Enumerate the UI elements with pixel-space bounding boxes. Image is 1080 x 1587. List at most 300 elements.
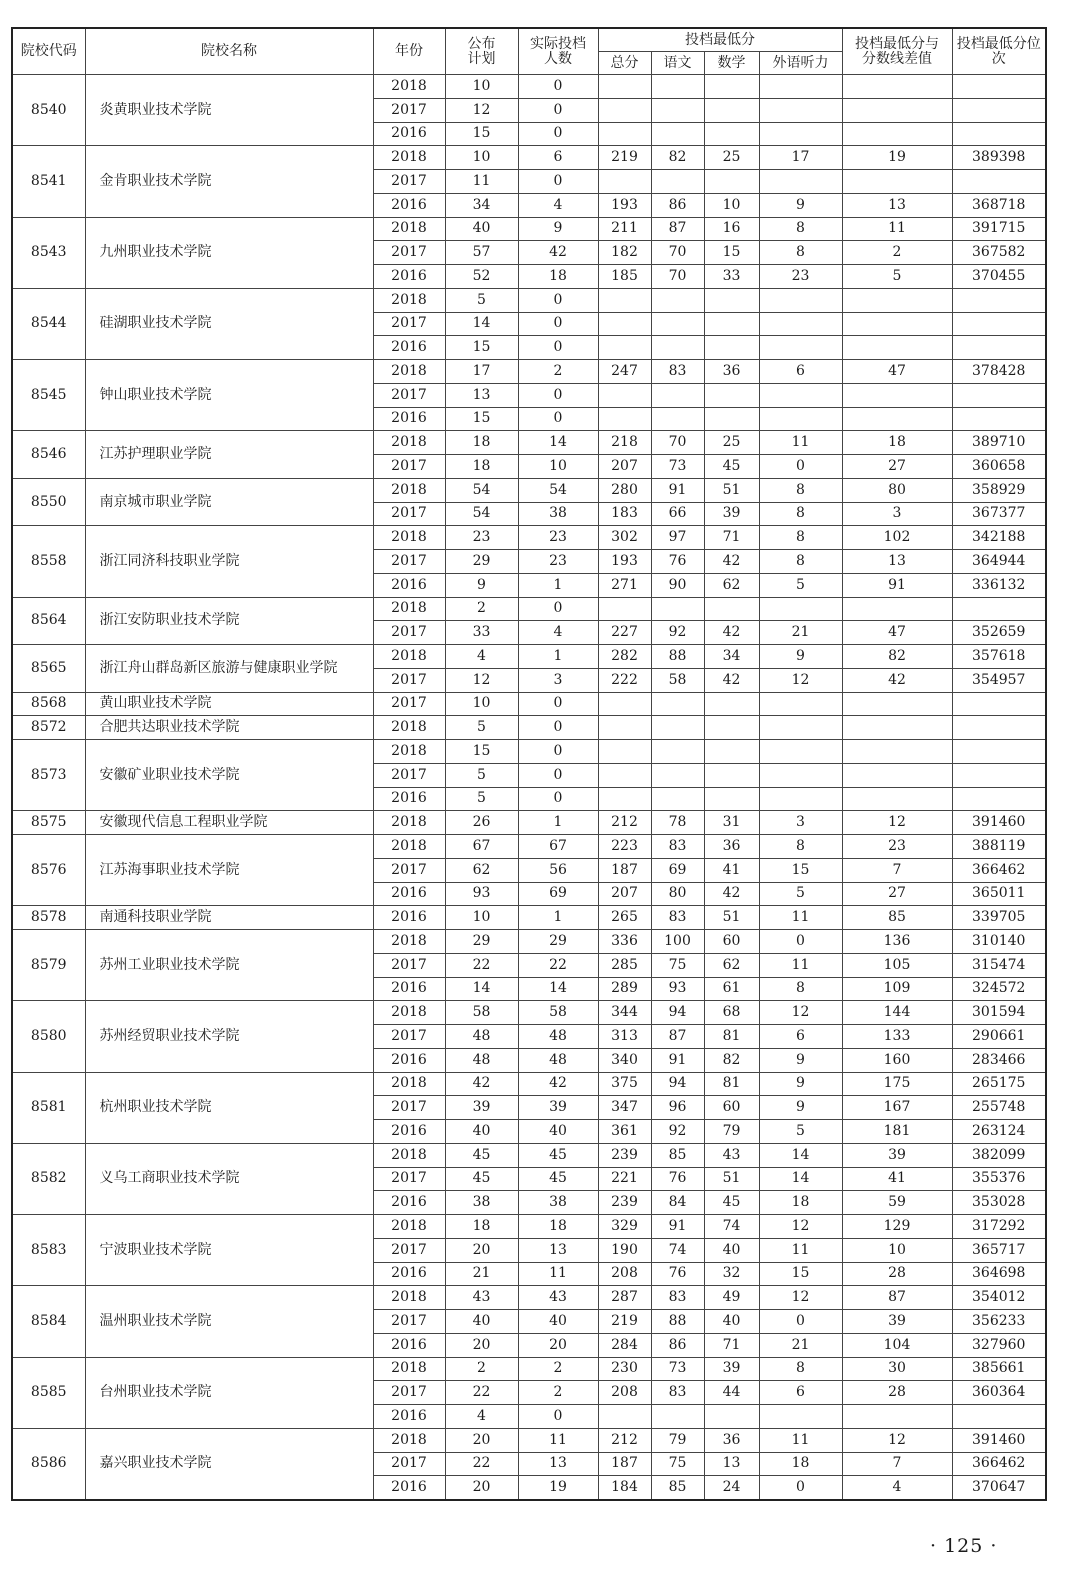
cell-math [704, 383, 759, 407]
cell-year: 2018 [373, 1072, 445, 1096]
header-diff: 投档最低分与分数线差值 [842, 28, 952, 75]
cell-total: 219 [598, 146, 651, 170]
school-name: 苏州经贸职业技术学院 [85, 1001, 373, 1072]
cell-diff [842, 692, 952, 716]
cell-chinese: 83 [651, 906, 704, 930]
cell-math [704, 122, 759, 146]
cell-diff: 30 [842, 1357, 952, 1381]
school-name: 合肥共达职业技术学院 [85, 716, 373, 740]
cell-year: 2018 [373, 288, 445, 312]
cell-chinese: 73 [651, 1357, 704, 1381]
cell-rank: 339705 [952, 906, 1046, 930]
cell-math: 68 [704, 1001, 759, 1025]
cell-diff: 13 [842, 550, 952, 574]
cell-year: 2016 [373, 1333, 445, 1357]
cell-diff: 82 [842, 645, 952, 669]
cell-listening: 21 [759, 1333, 842, 1357]
cell-total [598, 740, 651, 764]
table-row [12, 1143, 1046, 1167]
table-row [12, 835, 1046, 859]
cell-chinese: 76 [651, 1167, 704, 1191]
cell-total: 344 [598, 1001, 651, 1025]
cell-listening: 17 [759, 146, 842, 170]
cell-math: 42 [704, 668, 759, 692]
cell-listening: 5 [759, 1120, 842, 1144]
cell-actual: 58 [518, 1001, 598, 1025]
cell-plan: 45 [445, 1143, 518, 1167]
cell-plan: 20 [445, 1238, 518, 1262]
cell-diff: 27 [842, 882, 952, 906]
cell-actual: 10 [518, 455, 598, 479]
cell-year: 2016 [373, 122, 445, 146]
cell-rank: 255748 [952, 1096, 1046, 1120]
cell-total: 336 [598, 930, 651, 954]
cell-diff [842, 407, 952, 431]
cell-actual: 40 [518, 1310, 598, 1334]
cell-diff: 104 [842, 1333, 952, 1357]
school-name: 南通科技职业学院 [85, 906, 373, 930]
school-name: 浙江安防职业技术学院 [85, 597, 373, 645]
cell-rank [952, 288, 1046, 312]
cell-rank: 265175 [952, 1072, 1046, 1096]
cell-chinese: 70 [651, 265, 704, 289]
cell-rank: 388119 [952, 835, 1046, 859]
cell-listening [759, 288, 842, 312]
cell-year: 2018 [373, 645, 445, 669]
cell-plan: 52 [445, 265, 518, 289]
school-name: 杭州职业技术学院 [85, 1072, 373, 1143]
cell-actual: 39 [518, 1096, 598, 1120]
table-row [12, 1072, 1046, 1096]
school-name: 台州职业技术学院 [85, 1357, 373, 1428]
cell-chinese: 91 [651, 1215, 704, 1239]
header-year: 年份 [373, 28, 445, 75]
cell-chinese: 76 [651, 1262, 704, 1286]
cell-total [598, 288, 651, 312]
cell-chinese: 100 [651, 930, 704, 954]
cell-rank [952, 75, 1046, 99]
cell-chinese [651, 763, 704, 787]
cell-rank [952, 597, 1046, 621]
cell-total [598, 383, 651, 407]
school-name: 浙江同济科技职业学院 [85, 526, 373, 597]
cell-math: 61 [704, 977, 759, 1001]
cell-actual: 0 [518, 122, 598, 146]
cell-plan: 34 [445, 193, 518, 217]
cell-actual: 54 [518, 478, 598, 502]
cell-rank: 317292 [952, 1215, 1046, 1239]
cell-chinese: 66 [651, 502, 704, 526]
cell-rank [952, 1405, 1046, 1429]
cell-math: 81 [704, 1025, 759, 1049]
cell-diff: 7 [842, 858, 952, 882]
cell-math: 36 [704, 835, 759, 859]
cell-diff: 109 [842, 977, 952, 1001]
cell-math: 51 [704, 478, 759, 502]
cell-rank: 263124 [952, 1120, 1046, 1144]
cell-actual: 1 [518, 573, 598, 597]
cell-diff: 5 [842, 265, 952, 289]
cell-year: 2018 [373, 1428, 445, 1452]
cell-listening: 9 [759, 1096, 842, 1120]
cell-listening: 3 [759, 811, 842, 835]
school-code: 8573 [12, 740, 85, 811]
cell-plan: 20 [445, 1428, 518, 1452]
cell-diff: 23 [842, 835, 952, 859]
cell-math: 25 [704, 431, 759, 455]
cell-plan: 40 [445, 1120, 518, 1144]
cell-total: 265 [598, 906, 651, 930]
cell-math: 13 [704, 1452, 759, 1476]
cell-math [704, 716, 759, 740]
cell-diff [842, 597, 952, 621]
cell-total: 285 [598, 953, 651, 977]
cell-chinese: 70 [651, 431, 704, 455]
cell-year: 2018 [373, 835, 445, 859]
cell-math [704, 740, 759, 764]
cell-plan: 57 [445, 241, 518, 265]
cell-listening [759, 336, 842, 360]
cell-rank: 370647 [952, 1476, 1046, 1500]
cell-diff: 4 [842, 1476, 952, 1500]
table-row [12, 478, 1046, 502]
cell-rank: 367377 [952, 502, 1046, 526]
table-row [12, 906, 1046, 930]
school-code: 8564 [12, 597, 85, 645]
cell-chinese: 90 [651, 573, 704, 597]
cell-year: 2018 [373, 597, 445, 621]
cell-chinese [651, 170, 704, 194]
cell-actual: 11 [518, 1262, 598, 1286]
cell-rank [952, 383, 1046, 407]
cell-math: 25 [704, 146, 759, 170]
cell-listening: 9 [759, 1072, 842, 1096]
cell-plan: 4 [445, 1405, 518, 1429]
cell-listening: 8 [759, 1357, 842, 1381]
cell-listening: 23 [759, 265, 842, 289]
cell-year: 2017 [373, 1381, 445, 1405]
cell-year: 2018 [373, 1001, 445, 1025]
cell-actual: 0 [518, 692, 598, 716]
cell-diff [842, 98, 952, 122]
cell-diff [842, 763, 952, 787]
cell-listening: 6 [759, 1025, 842, 1049]
cell-math: 39 [704, 1357, 759, 1381]
cell-total: 183 [598, 502, 651, 526]
cell-chinese: 94 [651, 1001, 704, 1025]
header-total: 总分 [598, 52, 651, 75]
cell-rank: 364698 [952, 1262, 1046, 1286]
cell-diff [842, 312, 952, 336]
cell-total [598, 312, 651, 336]
cell-chinese: 70 [651, 241, 704, 265]
cell-listening: 5 [759, 573, 842, 597]
cell-chinese: 97 [651, 526, 704, 550]
cell-chinese: 88 [651, 1310, 704, 1334]
cell-rank: 367582 [952, 241, 1046, 265]
cell-chinese: 83 [651, 1381, 704, 1405]
cell-actual: 20 [518, 1333, 598, 1357]
cell-plan: 18 [445, 431, 518, 455]
cell-total: 193 [598, 550, 651, 574]
cell-diff [842, 716, 952, 740]
cell-year: 2017 [373, 98, 445, 122]
cell-total: 207 [598, 882, 651, 906]
cell-total: 219 [598, 1310, 651, 1334]
cell-rank [952, 98, 1046, 122]
cell-diff: 80 [842, 478, 952, 502]
cell-actual: 22 [518, 953, 598, 977]
cell-math: 33 [704, 265, 759, 289]
school-code: 8572 [12, 716, 85, 740]
header-listening: 外语听力 [759, 52, 842, 75]
table-row [12, 75, 1046, 99]
cell-total: 284 [598, 1333, 651, 1357]
cell-rank: 360658 [952, 455, 1046, 479]
cell-listening: 11 [759, 431, 842, 455]
cell-diff: 87 [842, 1286, 952, 1310]
cell-total [598, 336, 651, 360]
cell-diff: 2 [842, 241, 952, 265]
cell-chinese: 82 [651, 146, 704, 170]
cell-listening [759, 740, 842, 764]
cell-plan: 20 [445, 1476, 518, 1500]
cell-actual: 0 [518, 75, 598, 99]
cell-listening [759, 597, 842, 621]
cell-actual: 11 [518, 1428, 598, 1452]
cell-listening: 9 [759, 645, 842, 669]
cell-actual: 0 [518, 1405, 598, 1429]
cell-math [704, 787, 759, 811]
cell-chinese: 91 [651, 478, 704, 502]
cell-year: 2018 [373, 811, 445, 835]
cell-listening: 0 [759, 455, 842, 479]
cell-chinese: 85 [651, 1476, 704, 1500]
cell-listening: 11 [759, 1428, 842, 1452]
cell-actual: 1 [518, 906, 598, 930]
cell-actual: 0 [518, 288, 598, 312]
cell-math: 62 [704, 573, 759, 597]
cell-actual: 14 [518, 977, 598, 1001]
cell-year: 2016 [373, 193, 445, 217]
cell-diff: 47 [842, 360, 952, 384]
cell-chinese: 76 [651, 550, 704, 574]
cell-listening: 12 [759, 668, 842, 692]
cell-plan: 48 [445, 1048, 518, 1072]
school-name: 南京城市职业学院 [85, 478, 373, 526]
cell-listening [759, 75, 842, 99]
cell-year: 2018 [373, 146, 445, 170]
cell-chinese: 75 [651, 1452, 704, 1476]
cell-actual: 38 [518, 502, 598, 526]
cell-year: 2016 [373, 1048, 445, 1072]
cell-listening [759, 1405, 842, 1429]
header-name: 院校名称 [85, 28, 373, 75]
cell-plan: 12 [445, 98, 518, 122]
school-name: 浙江舟山群岛新区旅游与健康职业学院 [85, 645, 373, 693]
cell-actual: 14 [518, 431, 598, 455]
cell-plan: 13 [445, 383, 518, 407]
cell-math: 62 [704, 953, 759, 977]
cell-math [704, 597, 759, 621]
school-name: 江苏海事职业技术学院 [85, 835, 373, 906]
cell-actual: 2 [518, 1357, 598, 1381]
cell-plan: 40 [445, 1310, 518, 1334]
cell-chinese: 86 [651, 193, 704, 217]
cell-year: 2017 [373, 312, 445, 336]
cell-actual: 9 [518, 217, 598, 241]
table-row [12, 1428, 1046, 1452]
cell-rank: 327960 [952, 1333, 1046, 1357]
cell-actual: 45 [518, 1143, 598, 1167]
cell-diff: 42 [842, 668, 952, 692]
cell-year: 2016 [373, 1120, 445, 1144]
cell-diff: 27 [842, 455, 952, 479]
cell-plan: 5 [445, 288, 518, 312]
table-row [12, 288, 1046, 312]
cell-math: 39 [704, 502, 759, 526]
cell-rank: 310140 [952, 930, 1046, 954]
cell-actual: 0 [518, 336, 598, 360]
cell-actual: 0 [518, 98, 598, 122]
cell-plan: 93 [445, 882, 518, 906]
cell-total: 247 [598, 360, 651, 384]
cell-plan: 10 [445, 75, 518, 99]
cell-chinese: 87 [651, 1025, 704, 1049]
cell-total: 218 [598, 431, 651, 455]
cell-year: 2018 [373, 716, 445, 740]
cell-math [704, 288, 759, 312]
cell-year: 2017 [373, 1310, 445, 1334]
cell-year: 2016 [373, 1191, 445, 1215]
cell-actual: 0 [518, 312, 598, 336]
cell-total: 212 [598, 1428, 651, 1452]
cell-math: 10 [704, 193, 759, 217]
cell-plan: 29 [445, 930, 518, 954]
cell-diff [842, 383, 952, 407]
cell-math: 74 [704, 1215, 759, 1239]
cell-year: 2017 [373, 1238, 445, 1262]
cell-math: 60 [704, 930, 759, 954]
cell-total: 287 [598, 1286, 651, 1310]
cell-diff: 28 [842, 1381, 952, 1405]
cell-plan: 26 [445, 811, 518, 835]
school-code: 8541 [12, 146, 85, 217]
cell-math: 16 [704, 217, 759, 241]
header-rank: 投档最低分位次 [952, 28, 1046, 75]
cell-rank: 366462 [952, 1452, 1046, 1476]
cell-actual: 29 [518, 930, 598, 954]
cell-total [598, 692, 651, 716]
cell-total: 182 [598, 241, 651, 265]
school-code: 8580 [12, 1001, 85, 1072]
cell-chinese: 74 [651, 1238, 704, 1262]
cell-chinese: 96 [651, 1096, 704, 1120]
cell-total: 208 [598, 1262, 651, 1286]
cell-diff [842, 122, 952, 146]
cell-listening: 0 [759, 1310, 842, 1334]
header-actual: 实际投档人数 [518, 28, 598, 75]
cell-diff: 18 [842, 431, 952, 455]
cell-chinese [651, 98, 704, 122]
school-code: 8576 [12, 835, 85, 906]
cell-chinese [651, 312, 704, 336]
cell-chinese: 83 [651, 835, 704, 859]
table-row [12, 526, 1046, 550]
cell-actual: 2 [518, 1381, 598, 1405]
cell-total: 187 [598, 858, 651, 882]
cell-math: 71 [704, 1333, 759, 1357]
cell-plan: 15 [445, 336, 518, 360]
cell-plan: 14 [445, 312, 518, 336]
cell-math: 42 [704, 882, 759, 906]
cell-actual: 0 [518, 740, 598, 764]
cell-math [704, 170, 759, 194]
page-number: · 125 · [930, 1535, 998, 1557]
cell-rank: 391460 [952, 811, 1046, 835]
cell-chinese: 87 [651, 217, 704, 241]
cell-actual: 45 [518, 1167, 598, 1191]
cell-actual: 2 [518, 360, 598, 384]
cell-actual: 1 [518, 645, 598, 669]
cell-rank: 368718 [952, 193, 1046, 217]
cell-plan: 45 [445, 1167, 518, 1191]
cell-year: 2017 [373, 692, 445, 716]
cell-year: 2017 [373, 241, 445, 265]
cell-diff [842, 288, 952, 312]
cell-chinese [651, 597, 704, 621]
cell-year: 2018 [373, 217, 445, 241]
cell-rank: 382099 [952, 1143, 1046, 1167]
school-code: 8543 [12, 217, 85, 288]
cell-rank: 301594 [952, 1001, 1046, 1025]
cell-total [598, 597, 651, 621]
cell-year: 2018 [373, 740, 445, 764]
school-code: 8540 [12, 75, 85, 146]
cell-year: 2016 [373, 1476, 445, 1500]
cell-total: 190 [598, 1238, 651, 1262]
cell-rank: 324572 [952, 977, 1046, 1001]
cell-total: 313 [598, 1025, 651, 1049]
cell-total: 375 [598, 1072, 651, 1096]
cell-rank: 283466 [952, 1048, 1046, 1072]
cell-listening: 11 [759, 953, 842, 977]
cell-rank: 360364 [952, 1381, 1046, 1405]
cell-plan: 5 [445, 716, 518, 740]
cell-plan: 18 [445, 1215, 518, 1239]
cell-math: 51 [704, 1167, 759, 1191]
cell-math: 41 [704, 858, 759, 882]
cell-chinese: 86 [651, 1333, 704, 1357]
cell-actual: 56 [518, 858, 598, 882]
cell-year: 2017 [373, 455, 445, 479]
cell-math: 34 [704, 645, 759, 669]
cell-actual: 0 [518, 597, 598, 621]
school-code: 8545 [12, 360, 85, 431]
cell-diff [842, 336, 952, 360]
cell-total: 340 [598, 1048, 651, 1072]
cell-diff: 175 [842, 1072, 952, 1096]
cell-math [704, 312, 759, 336]
cell-math: 40 [704, 1310, 759, 1334]
cell-listening: 18 [759, 1191, 842, 1215]
cell-math [704, 336, 759, 360]
cell-actual: 3 [518, 668, 598, 692]
cell-chinese: 91 [651, 1048, 704, 1072]
cell-math: 42 [704, 621, 759, 645]
table-row [12, 1215, 1046, 1239]
cell-listening [759, 716, 842, 740]
